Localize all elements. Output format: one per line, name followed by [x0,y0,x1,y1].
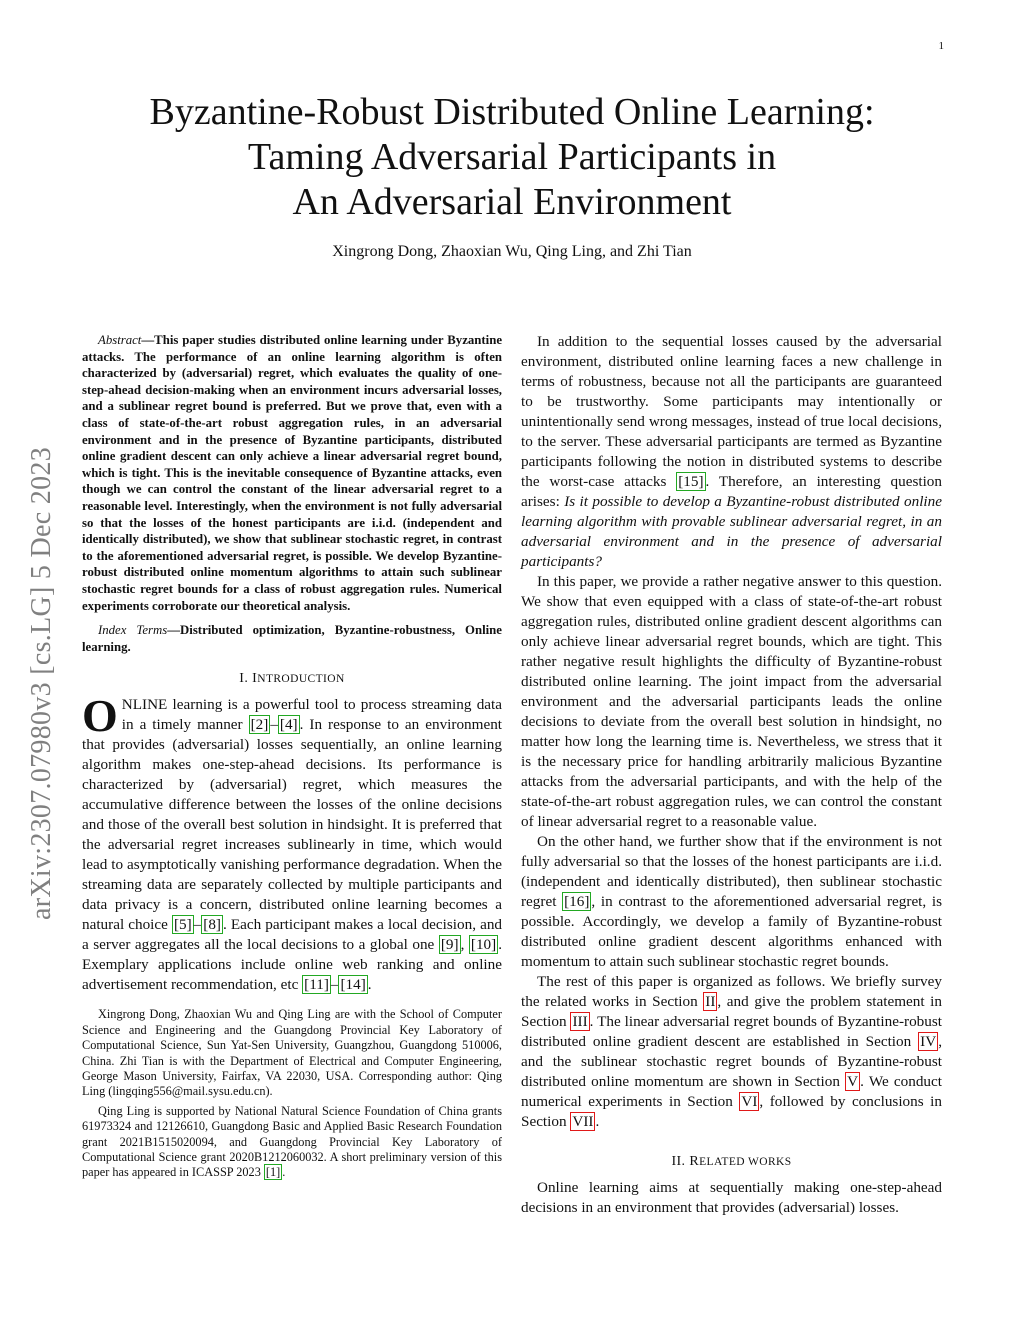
body-paragraph: On the other hand, we further show that if the environment is not fully adversarial so that the losses of the honest participants are i.i.d. (independent and identically distributed), then sublinear stochastic regret [16] , in contrast to the aforementioned adversarial regret, is possible. Accordingly, we develop a family of Byzantine-robust distributed online gradient descent algorithms enhanced with momentum to attain such sublinear stochastic regret bounds. [521,833,942,970]
section-link[interactable]: VI [741,1093,758,1110]
author-list: Xingrong Dong, Zhaoxian Wu, Qing Ling, and Zhi Tian [332,243,692,260]
citation-link[interactable]: [15] [678,473,704,490]
citation-link[interactable]: [2] [250,716,269,734]
citation-link[interactable]: [1] [265,1165,281,1180]
body-paragraph: In this paper, we provide a rather negative answer to this question. We show that even equipped with a class of state-of-the-art robust aggregation rules, distributed online gradient descent algorithms can only achieve linear adversarial regret bounds, which are tight. This rather negative result highlights the difficulty of Byzantine-robust distributed online learning. The joint impact from the adversarial environment and the adversarial participants leads the online decisions to deviate from the overall best solution in hindsight, no matter how long the learning time is. Nevertheless, we stress that it is the necessary price for handling arbitrarily malicious Byzantine attacks from the adversarial participants, and with the help of the state-of-the-art robust aggregation rules, we can control the constant of linear adversarial regret to a reasonable value. [521,573,942,830]
abstract-label: Abstract [98,333,142,347]
abstract-text: This paper studies distributed online learning under Byzantine attacks. The performance of an online learning algorithm is often characterized by (adversarial) regret, which evaluates the quality of one-step-ahead decision-making when an environment incurs adversarial losses, and a sublinear regret bound is preferred. But we prove that, even with a class of state-of-the-art robust aggregation rules, in an adversarial environment and in the presence of Byzantine participants, distributed online gradient descent can only achieve a linear adversarial regret bound, which is tight. This is the inevitable consequence of Byzantine attacks, even though we can control the constant of the linear adversarial regret to a reasonable level. Interestingly, when the environment is not fully adversarial so that the losses of the honest participants are i.i.d. (independent and identically distributed), we show that sublinear stochastic regret, in contrast to the aforementioned adversarial regret, is possible. We develop Byzantine-robust distributed online momentum algorithms to attain such sublinear stochastic regret bounds for a class of robust aggregation rules. Numerical experiments corroborate our theoretical analysis. [82,333,502,613]
section-link[interactable]: III [572,1013,588,1030]
arxiv-identifier-stamp[interactable]: arXiv:2307.07980v3 [cs.LG] 5 Dec 2023 [26,446,57,920]
citation-link[interactable]: [11] [304,976,329,994]
section-link[interactable]: V [847,1073,859,1090]
citation-link[interactable]: [5] [173,916,192,934]
section-heading-related-works: II. RELATED WORKS [671,1154,792,1169]
footnotes [82,1007,502,1180]
research-question: Is it possible to develop a Byzantine-robust distributed online learning algorithm with provable sublinear adversarial regret, in an adversarial environment and in the presence of adversarial participants? [521,493,942,570]
section-heading-introduction: I. INTRODUCTION [239,671,345,687]
intro-paragraph: ONLINE learning is a powerful tool to process streaming data in a timely manner [2] – [4] . In response to an environment that provides (adversarial) losses sequentially, an online learning algorithm makes one-step-ahead decisions. Its performance is characterized by (adversarial) regret, which measures the accumulative difference between the losses of the online decisions and those of the overall best solution in hindsight. It is preferred that the adversarial regret increases sublinearly in time, which would lead to asymptotically vanishing performance degradation. When the streaming data are separately collected by multiple participants and data privacy is a concern, distributed online learning becomes a natural choice [5] – [8] . Each participant makes a local decision, and a server aggregates all the local decisions to a global one [9] , [10] . Exemplary applications include online web ranking and online advertisement recommendation, etc [11] – [14] . [82,690,503,994]
citation-link[interactable]: [8] [203,916,221,934]
section-link[interactable]: VII [572,1113,594,1130]
index-terms-text: Distributed optimization, Byzantine-robustness, Online learning. [82,623,502,654]
page-number: 1 [938,40,944,52]
footnote-affiliations: Xingrong Dong, Zhaoxian Wu and Qing Ling are with the School of Computer Science and Engineering and the Guangdong Provincial Key Laboratory of Computational Science, Sun Yat-Sen University, Guangzhou, Guangdong 510006, China. Zhi Tian is with the Department of Electrical and Computer Engineering, George Mason University, Fairfax, VA 22030, USA. Corresponding author: Qing Ling (lingqing556@mail.sysu.edu.cn). [82,1007,502,1099]
citation-link[interactable]: [10] [470,936,497,954]
citation-link[interactable]: [16] [564,893,590,910]
citation-link[interactable]: [9] [440,936,459,954]
section-link[interactable]: IV [920,1033,937,1050]
drop-cap: O [82,690,118,742]
left-column [82,332,502,1181]
paper-title-line-1: Byzantine-Robust Distributed Online Learning: [149,91,875,133]
body-paragraph: In addition to the sequential losses caused by the adversarial environment, distributed online learning faces a new challenge in terms of robustness, because not all the participants are guaranteed to be trustworthy. Some participants may intentionally or unintentionally send wrong messages, instead of true local decisions, to the server. These adversarial participants are termed as Byzantine participants following the notion in distributed systems to describe the worst-case attacks [15] . Therefore, an interesting question arises: Is it possible to develop a Byzantine-robust distributed online learning algorithm with provable sublinear adversarial regret, in an adversarial environment and in the presence of adversarial participants? [521,333,942,570]
index-terms-label: Index Terms [98,623,168,638]
abstract [82,332,502,655]
citation-link[interactable]: [4] [279,716,298,734]
body-paragraph: The rest of this paper is organized as follows. We briefly survey the related works in Section II , and give the problem statement in Section III . The linear adversarial regret bounds of Byzantine-robust distributed online gradient descent are established in Section IV , and the sublinear stochastic regret bounds of Byzantine-robust distributed online momentum are shown in Section V . We conduct numerical experiments in Section VI , followed by conclusions in Section VII . [521,973,942,1130]
citation-link[interactable]: [14] [340,976,366,994]
abstract-dash: — [141,333,155,347]
paper-title-line-3: An Adversarial Environment [292,181,732,223]
paper-title-line-2: Taming Adversarial Participants in [247,136,777,178]
right-column [521,332,942,1218]
body-paragraph: Online learning aims at sequentially making one-step-ahead decisions in an environment that provides (adversarial) losses. [521,1179,942,1216]
title-block [82,90,942,261]
footnote-funding: Qing Ling is supported by National Natural Science Foundation of China grants 61973324 and 12126610, Guangdong Basic and Applied Basic Research Foundation grant 2021B1515020094, and Guangdong Provincial Key Laboratory of Computational Science grant 2020B1212060032. A short preliminary version of this paper has appeared in ICASSP 2023 [1] . [82,1103,502,1180]
section-link[interactable]: II [705,993,716,1010]
index-terms-dash: — [167,623,181,638]
